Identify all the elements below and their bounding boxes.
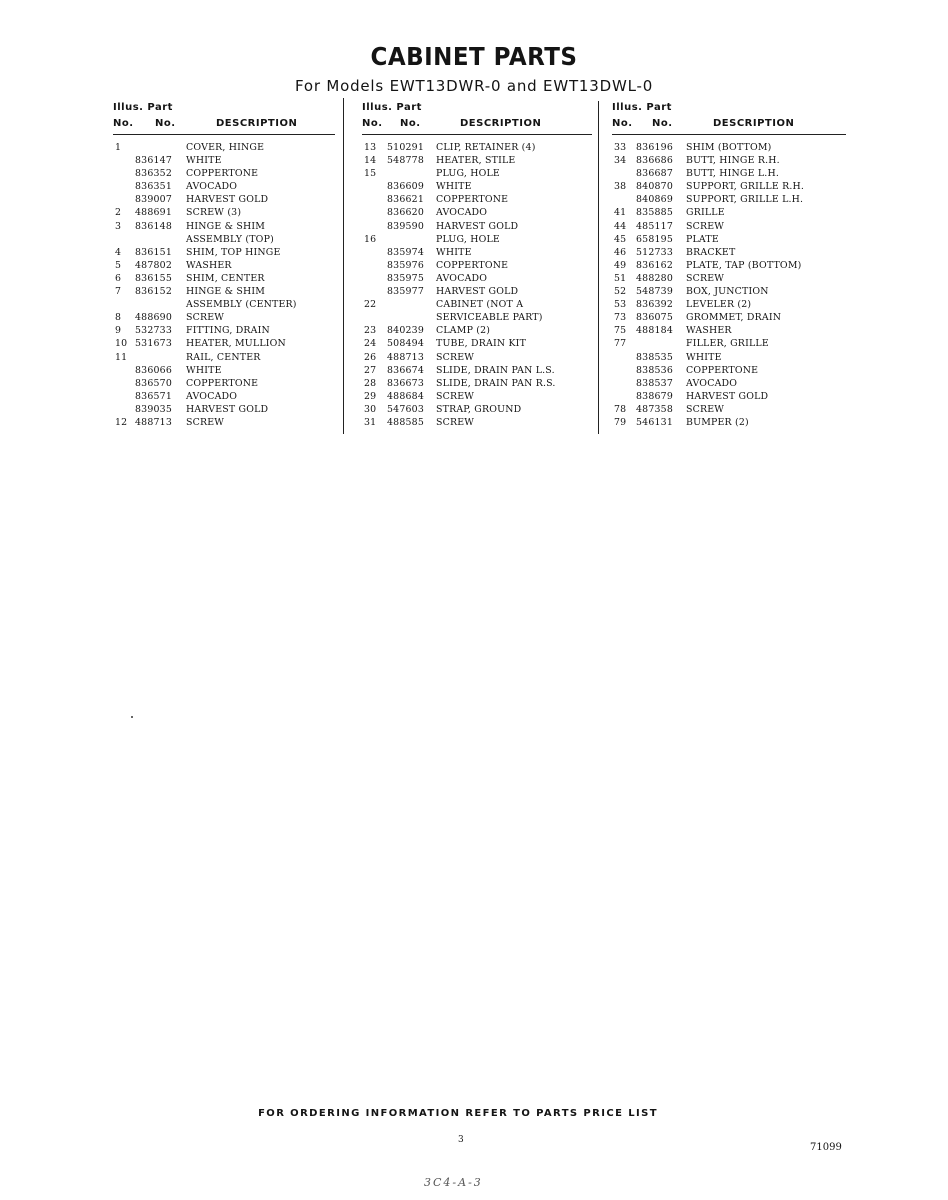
part-description: SHIM, TOP HINGE <box>186 246 281 258</box>
part-number: 836066 <box>135 364 172 376</box>
part-number: 485117 <box>636 220 673 232</box>
parts-row <box>362 233 592 246</box>
illus-number: 77 <box>614 338 627 350</box>
part-description: WHITE <box>686 351 722 363</box>
part-number: 548778 <box>387 155 424 167</box>
part-number: 838679 <box>636 390 673 402</box>
part-number: 838537 <box>636 377 673 389</box>
parts-row <box>113 193 335 206</box>
part-description: HARVEST GOLD <box>436 286 519 298</box>
part-number: 835974 <box>387 246 424 258</box>
illus-number: 6 <box>115 272 122 284</box>
parts-column-3 <box>612 100 846 429</box>
parts-row <box>113 364 335 377</box>
page-title: CABINET PARTS <box>370 42 578 71</box>
parts-row <box>113 351 335 364</box>
part-description: SERVICEABLE PART) <box>436 312 543 324</box>
illus-number: 41 <box>614 207 627 219</box>
illus-no-label: No. <box>362 118 383 129</box>
parts-row <box>113 180 335 193</box>
part-number: 835975 <box>387 272 424 284</box>
parts-row <box>362 206 592 219</box>
part-number: 546131 <box>636 416 673 428</box>
parts-row <box>362 351 592 364</box>
parts-row <box>113 403 335 416</box>
part-description: PLATE <box>686 233 719 245</box>
parts-row <box>612 285 846 298</box>
part-number: 836155 <box>135 272 172 284</box>
parts-row <box>612 259 846 272</box>
part-description: ASSEMBLY (CENTER) <box>186 299 297 311</box>
part-description: BUMPER (2) <box>686 416 749 428</box>
part-number: 512733 <box>636 246 673 258</box>
part-description: AVOCADO <box>436 272 488 284</box>
part-number: 836570 <box>135 377 172 389</box>
part-number: 532733 <box>135 325 172 337</box>
part-description: AVOCADO <box>186 181 238 193</box>
parts-row <box>612 403 846 416</box>
column-header <box>113 100 335 134</box>
part-number: 836148 <box>135 220 172 232</box>
part-number: 836571 <box>135 390 172 402</box>
illus-part-label: Illus. Part <box>113 102 173 113</box>
parts-row <box>113 324 335 337</box>
illus-part-label: Illus. Part <box>612 102 672 113</box>
illus-number: 11 <box>115 351 128 363</box>
header-rule <box>362 134 592 135</box>
part-description: COPPERTONE <box>436 194 509 206</box>
part-description: SUPPORT, GRILLE R.H. <box>686 181 805 193</box>
part-number: 488184 <box>636 325 673 337</box>
handwritten-note: 3C4-A-3 <box>424 1176 483 1189</box>
parts-row <box>612 193 846 206</box>
description-label: DESCRIPTION <box>713 118 795 129</box>
illus-number: 44 <box>614 220 627 232</box>
part-number: 547603 <box>387 403 424 415</box>
parts-row <box>362 154 592 167</box>
parts-row <box>612 246 846 259</box>
part-description: HARVEST GOLD <box>436 220 519 232</box>
parts-row <box>612 272 846 285</box>
parts-row <box>612 141 846 154</box>
illus-number: 34 <box>614 155 627 167</box>
parts-row <box>113 390 335 403</box>
illus-number: 9 <box>115 325 122 337</box>
illus-number: 23 <box>364 325 377 337</box>
illus-number: 30 <box>364 403 377 415</box>
part-number: 840869 <box>636 194 673 206</box>
column-divider <box>598 101 599 434</box>
part-description: HEATER, STILE <box>436 155 516 167</box>
parts-row <box>362 298 592 311</box>
illus-number: 26 <box>364 351 377 363</box>
parts-row <box>113 259 335 272</box>
part-number: 839035 <box>135 403 172 415</box>
parts-row <box>612 377 846 390</box>
parts-row <box>113 167 335 180</box>
part-number: 838536 <box>636 364 673 376</box>
part-number: 840239 <box>387 325 424 337</box>
part-description: SCREW <box>436 390 475 402</box>
illus-number: 27 <box>364 364 377 376</box>
part-description: SCREW <box>686 272 725 284</box>
illus-number: 46 <box>614 246 627 258</box>
parts-row <box>612 416 846 429</box>
part-number: 839590 <box>387 220 424 232</box>
part-number: 836075 <box>636 312 673 324</box>
part-description: BUTT, HINGE R.H. <box>686 155 780 167</box>
part-description: WASHER <box>686 325 732 337</box>
part-number: 836673 <box>387 377 424 389</box>
part-description: FITTING, DRAIN <box>186 325 270 337</box>
illus-number: 31 <box>364 416 377 428</box>
illus-number: 33 <box>614 142 627 153</box>
parts-row <box>362 167 592 180</box>
part-description: SUPPORT, GRILLE L.H. <box>686 194 804 206</box>
part-description: COPPERTONE <box>186 377 259 389</box>
part-number: 836392 <box>636 299 673 311</box>
part-number: 488690 <box>135 312 172 324</box>
document-code: 71099 <box>810 1142 842 1153</box>
part-number: 487802 <box>135 259 172 271</box>
parts-row <box>612 298 846 311</box>
parts-row <box>113 377 335 390</box>
part-number: 835977 <box>387 286 424 298</box>
illus-number: 45 <box>614 233 627 245</box>
part-number: 836162 <box>636 259 673 271</box>
illus-number: 10 <box>115 338 128 350</box>
part-number: 548739 <box>636 286 673 298</box>
part-description: SCREW <box>436 416 475 428</box>
illus-number: 1 <box>115 142 122 153</box>
illus-number: 4 <box>115 246 122 258</box>
parts-row <box>612 167 846 180</box>
part-number: 836621 <box>387 194 424 206</box>
part-number: 488684 <box>387 390 424 402</box>
part-description: PLUG, HOLE <box>436 168 500 180</box>
part-number: 836687 <box>636 168 673 180</box>
illus-number: 15 <box>364 168 377 180</box>
parts-row <box>362 246 592 259</box>
parts-row <box>612 180 846 193</box>
parts-row <box>612 233 846 246</box>
part-number: 488713 <box>387 351 424 363</box>
illus-number: 14 <box>364 155 377 167</box>
part-description: WHITE <box>186 364 222 376</box>
illus-number: 12 <box>115 416 128 428</box>
parts-row <box>362 141 592 154</box>
part-description: SLIDE, DRAIN PAN L.S. <box>436 364 555 376</box>
part-number: 508494 <box>387 338 424 350</box>
page-number: 3 <box>458 1135 464 1145</box>
part-description: CLAMP (2) <box>436 325 491 337</box>
parts-row <box>362 193 592 206</box>
part-number: 488280 <box>636 272 673 284</box>
part-number: 836686 <box>636 155 673 167</box>
parts-row <box>612 390 846 403</box>
part-number: 836152 <box>135 286 172 298</box>
part-description: FILLER, GRILLE <box>686 338 769 350</box>
part-no-label: No. <box>652 118 673 129</box>
parts-row <box>113 285 335 298</box>
parts-row <box>113 220 335 233</box>
illus-part-label: Illus. Part <box>362 102 422 113</box>
parts-row <box>113 311 335 324</box>
part-number: 836151 <box>135 246 172 258</box>
illus-no-label: No. <box>113 118 134 129</box>
part-description: BOX, JUNCTION <box>686 286 769 298</box>
parts-row <box>612 351 846 364</box>
parts-row <box>113 337 335 350</box>
part-description: PLATE, TAP (BOTTOM) <box>686 259 802 271</box>
part-description: CABINET (NOT A <box>436 299 524 311</box>
illus-number: 79 <box>614 416 627 428</box>
part-number: 836620 <box>387 207 424 219</box>
parts-row <box>362 180 592 193</box>
column-divider <box>343 98 344 434</box>
part-description: SHIM, CENTER <box>186 272 265 284</box>
part-number: 839007 <box>135 194 172 206</box>
parts-row <box>362 390 592 403</box>
page-subtitle: For Models EWT13DWR-0 and EWT13DWL-0 <box>294 77 654 95</box>
parts-row <box>612 337 846 350</box>
illus-number: 75 <box>614 325 627 337</box>
part-number: 488585 <box>387 416 424 428</box>
part-number: 836351 <box>135 181 172 193</box>
part-description: SCREW <box>186 416 225 428</box>
illus-number: 53 <box>614 299 627 311</box>
parts-row <box>113 246 335 259</box>
parts-row <box>113 272 335 285</box>
header-rule <box>113 134 335 135</box>
illus-number: 73 <box>614 312 627 324</box>
illus-number: 24 <box>364 338 377 350</box>
parts-row <box>362 220 592 233</box>
part-number: 836196 <box>636 142 673 153</box>
part-number: 836147 <box>135 155 172 167</box>
part-description: HINGE & SHIM <box>186 286 266 298</box>
part-description: HINGE & SHIM <box>186 220 266 232</box>
part-number: 487358 <box>636 403 673 415</box>
parts-column-1 <box>113 100 335 429</box>
part-description: STRAP, GROUND <box>436 403 522 415</box>
part-number: 840870 <box>636 181 673 193</box>
illus-number: 38 <box>614 181 627 193</box>
part-description: SCREW <box>186 312 225 324</box>
part-number: 836609 <box>387 181 424 193</box>
parts-row <box>113 416 335 429</box>
parts-row <box>612 206 846 219</box>
part-description: AVOCADO <box>186 390 238 402</box>
parts-row <box>362 364 592 377</box>
parts-row <box>612 364 846 377</box>
illus-number: 16 <box>364 233 377 245</box>
illus-number: 13 <box>364 142 377 153</box>
part-no-label: No. <box>155 118 176 129</box>
part-number: 835885 <box>636 207 673 219</box>
illus-no-label: No. <box>612 118 633 129</box>
part-description: GROMMET, DRAIN <box>686 312 782 324</box>
part-description: GRILLE <box>686 207 725 219</box>
parts-row <box>113 154 335 167</box>
parts-row <box>362 416 592 429</box>
part-number: 835976 <box>387 259 424 271</box>
column-header <box>362 100 592 134</box>
parts-row <box>362 259 592 272</box>
part-description: HARVEST GOLD <box>186 194 269 206</box>
description-label: DESCRIPTION <box>460 118 542 129</box>
column-header <box>612 100 846 134</box>
header-rule <box>612 134 846 135</box>
part-description: SCREW (3) <box>186 207 242 219</box>
part-description: WHITE <box>436 181 472 193</box>
part-description: SCREW <box>686 403 725 415</box>
parts-list <box>113 141 335 429</box>
part-description: HARVEST GOLD <box>686 390 769 402</box>
part-description: SCREW <box>686 220 725 232</box>
part-description: COPPERTONE <box>436 259 509 271</box>
part-number: 838535 <box>636 351 673 363</box>
parts-row <box>113 206 335 219</box>
part-description: TUBE, DRAIN KIT <box>436 338 527 350</box>
illus-number: 51 <box>614 272 627 284</box>
parts-list <box>362 141 592 429</box>
parts-row <box>612 154 846 167</box>
part-description: WHITE <box>186 155 222 167</box>
part-description: HEATER, MULLION <box>186 338 286 350</box>
illus-number: 2 <box>115 207 122 219</box>
part-number: 658195 <box>636 233 673 245</box>
part-description: HARVEST GOLD <box>186 403 269 415</box>
parts-row <box>362 337 592 350</box>
part-number: 836352 <box>135 168 172 180</box>
scan-speck <box>131 716 133 718</box>
illus-number: 29 <box>364 390 377 402</box>
part-description: BRACKET <box>686 246 736 258</box>
part-description: RAIL, CENTER <box>186 351 261 363</box>
illus-number: 22 <box>364 299 377 311</box>
part-description: AVOCADO <box>686 377 738 389</box>
part-description: LEVELER (2) <box>686 299 752 311</box>
illus-number: 28 <box>364 377 377 389</box>
parts-row <box>612 311 846 324</box>
part-number: 488691 <box>135 207 172 219</box>
part-description: COVER, HINGE <box>186 142 265 153</box>
parts-row <box>362 324 592 337</box>
parts-row <box>113 233 335 246</box>
part-description: WHITE <box>436 246 472 258</box>
parts-column-2 <box>362 100 592 429</box>
part-description: ASSEMBLY (TOP) <box>186 233 274 245</box>
illus-number: 8 <box>115 312 122 324</box>
part-number: 531673 <box>135 338 172 350</box>
parts-row <box>362 377 592 390</box>
part-description: BUTT, HINGE L.H. <box>686 168 780 180</box>
part-description: SLIDE, DRAIN PAN R.S. <box>436 377 556 389</box>
part-no-label: No. <box>400 118 421 129</box>
part-description: CLIP, RETAINER (4) <box>436 142 536 153</box>
illus-number: 5 <box>115 259 122 271</box>
part-description: SHIM (BOTTOM) <box>686 142 772 153</box>
parts-row <box>362 285 592 298</box>
part-description: WASHER <box>186 259 232 271</box>
part-number: 510291 <box>387 142 424 153</box>
parts-row <box>113 298 335 311</box>
parts-row <box>362 403 592 416</box>
part-description: SCREW <box>436 351 475 363</box>
part-description: PLUG, HOLE <box>436 233 500 245</box>
parts-row <box>113 141 335 154</box>
parts-row <box>362 311 592 324</box>
part-description: AVOCADO <box>436 207 488 219</box>
illus-number: 3 <box>115 220 122 232</box>
part-number: 488713 <box>135 416 172 428</box>
illus-number: 52 <box>614 286 627 298</box>
illus-number: 78 <box>614 403 627 415</box>
illus-number: 7 <box>115 286 122 298</box>
parts-row <box>612 324 846 337</box>
part-description: COPPERTONE <box>186 168 259 180</box>
part-description: COPPERTONE <box>686 364 759 376</box>
parts-row <box>612 220 846 233</box>
parts-row <box>362 272 592 285</box>
ordering-info-footer: FOR ORDERING INFORMATION REFER TO PARTS PRICE LIST <box>258 1108 658 1119</box>
illus-number: 49 <box>614 259 627 271</box>
parts-list <box>612 141 846 429</box>
part-number: 836674 <box>387 364 424 376</box>
description-label: DESCRIPTION <box>216 118 298 129</box>
